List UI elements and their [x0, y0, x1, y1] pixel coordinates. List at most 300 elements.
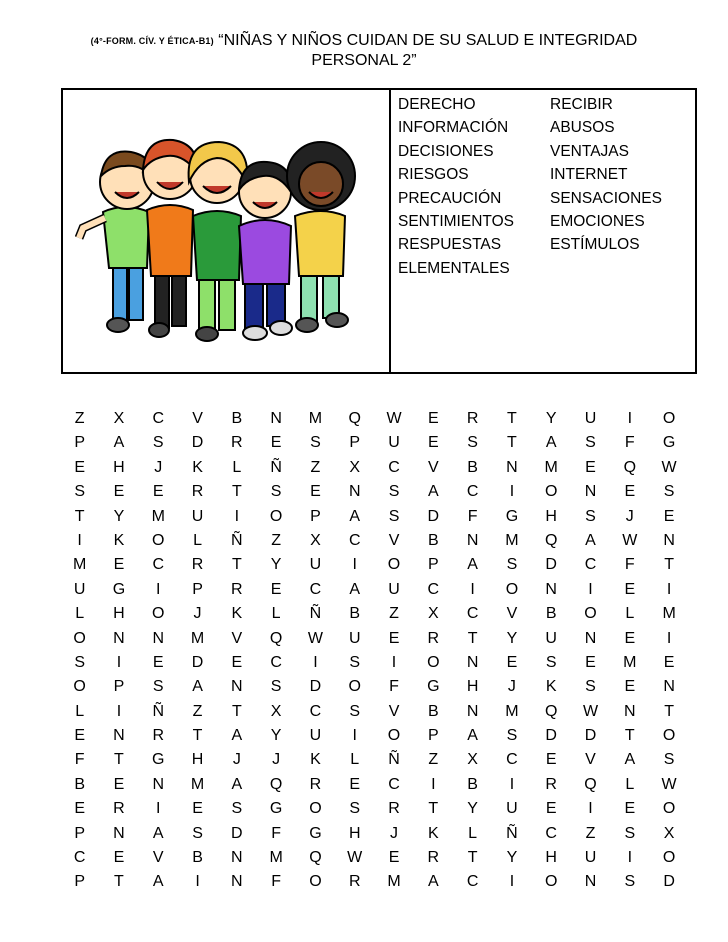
grid-letter[interactable]: S	[74, 653, 85, 671]
grid-letter[interactable]: Z	[74, 410, 85, 427]
grid-letter[interactable]: I	[588, 580, 593, 598]
grid-letter[interactable]: E	[427, 410, 439, 427]
grid-letter[interactable]: X	[113, 410, 125, 427]
grid-letter[interactable]: U	[73, 580, 86, 598]
grid-letter[interactable]: A	[545, 434, 557, 452]
grid-letter[interactable]: B	[467, 775, 478, 793]
grid-letter[interactable]: U	[545, 629, 557, 647]
grid-letter[interactable]: T	[231, 483, 242, 501]
grid-letter[interactable]: M	[623, 653, 637, 671]
grid-letter[interactable]: W	[622, 531, 638, 549]
grid-letter[interactable]: B	[349, 605, 361, 623]
grid-letter[interactable]: N	[348, 483, 361, 501]
grid-letter[interactable]: I	[116, 702, 122, 720]
grid-letter[interactable]: V	[388, 531, 400, 549]
grid-letter[interactable]: P	[427, 556, 439, 574]
grid-letter[interactable]: G	[662, 434, 676, 452]
grid-letter[interactable]: U	[388, 434, 400, 452]
grid-letter[interactable]: Z	[192, 702, 203, 720]
grid-letter[interactable]: R	[466, 410, 479, 427]
grid-letter[interactable]: K	[427, 824, 439, 842]
grid-letter[interactable]: I	[509, 775, 515, 793]
grid-letter[interactable]: P	[74, 873, 85, 891]
grid-letter[interactable]: Z	[310, 458, 321, 476]
grid-letter[interactable]: F	[624, 556, 635, 574]
grid-letter[interactable]: U	[348, 629, 361, 647]
grid-letter[interactable]: J	[193, 605, 202, 623]
grid-letter[interactable]: M	[387, 873, 401, 891]
grid-letter[interactable]: S	[467, 434, 478, 452]
grid-letter[interactable]: B	[231, 410, 243, 427]
grid-letter[interactable]: K	[192, 458, 203, 476]
grid-letter[interactable]: E	[113, 483, 125, 501]
grid-letter[interactable]: A	[585, 531, 596, 549]
grid-letter[interactable]: E	[545, 800, 557, 818]
grid-letter[interactable]: C	[388, 458, 400, 476]
grid-letter[interactable]: B	[192, 849, 203, 867]
grid-letter[interactable]: Z	[271, 531, 282, 549]
grid-letter[interactable]: S	[192, 824, 203, 842]
grid-letter[interactable]: Y	[467, 800, 478, 818]
grid-letter[interactable]: V	[388, 702, 400, 720]
grid-letter[interactable]: K	[113, 531, 125, 549]
grid-letter[interactable]: R	[231, 580, 243, 598]
grid-letter[interactable]: O	[544, 873, 558, 891]
grid-letter[interactable]: F	[389, 678, 399, 696]
grid-letter[interactable]: T	[231, 702, 242, 720]
grid-letter[interactable]: Y	[545, 410, 557, 427]
grid-letter[interactable]: V	[506, 605, 518, 623]
grid-letter[interactable]: A	[113, 434, 125, 452]
grid-letter[interactable]: S	[624, 873, 636, 891]
grid-letter[interactable]: S	[663, 483, 675, 501]
grid-letter[interactable]: N	[466, 653, 479, 671]
grid-letter[interactable]: F	[271, 824, 282, 842]
grid-letter[interactable]: S	[231, 800, 243, 818]
grid-letter[interactable]: X	[310, 531, 321, 549]
grid-letter[interactable]: N	[584, 873, 597, 891]
grid-letter[interactable]: R	[309, 775, 322, 793]
grid-letter[interactable]: S	[270, 678, 282, 696]
grid-letter[interactable]: O	[662, 410, 676, 427]
grid-letter[interactable]: C	[309, 580, 322, 598]
grid-letter[interactable]: N	[584, 483, 597, 501]
grid-letter[interactable]: E	[270, 434, 282, 452]
grid-letter[interactable]: Q	[544, 702, 558, 720]
grid-letter[interactable]: I	[431, 775, 436, 793]
grid-letter[interactable]: N	[113, 824, 125, 842]
grid-letter[interactable]: A	[427, 873, 439, 891]
grid-letter[interactable]: E	[624, 580, 636, 598]
grid-letter[interactable]: I	[509, 483, 515, 501]
grid-letter[interactable]: K	[310, 751, 321, 769]
grid-letter[interactable]: U	[191, 507, 204, 525]
grid-letter[interactable]: W	[582, 702, 599, 720]
grid-letter[interactable]: R	[191, 483, 204, 501]
grid-letter[interactable]: S	[270, 483, 282, 501]
grid-letter[interactable]: P	[427, 727, 439, 745]
grid-letter[interactable]: C	[545, 824, 557, 842]
grid-letter[interactable]: Z	[389, 605, 399, 623]
grid-letter[interactable]: D	[584, 727, 597, 745]
grid-letter[interactable]: A	[624, 751, 636, 769]
grid-letter[interactable]: R	[427, 849, 440, 867]
grid-letter[interactable]: F	[74, 751, 85, 769]
grid-letter[interactable]: V	[152, 849, 164, 867]
grid-letter[interactable]: B	[545, 605, 557, 623]
grid-letter[interactable]: V	[427, 458, 439, 476]
grid-letter[interactable]: M	[190, 775, 205, 793]
grid-letter[interactable]: Z	[585, 824, 596, 842]
grid-letter[interactable]: S	[349, 653, 361, 671]
grid-letter[interactable]: T	[114, 751, 124, 769]
grid-letter[interactable]: R	[191, 556, 204, 574]
grid-letter[interactable]: I	[509, 873, 515, 891]
grid-letter[interactable]: C	[466, 873, 479, 891]
grid-letter[interactable]: X	[349, 458, 361, 476]
grid-letter[interactable]: I	[627, 849, 633, 867]
grid-letter[interactable]: W	[307, 629, 323, 647]
grid-letter[interactable]: E	[388, 629, 400, 647]
grid-letter[interactable]: Y	[113, 507, 125, 525]
grid-letter[interactable]: O	[662, 800, 676, 818]
grid-letter[interactable]: A	[231, 775, 243, 793]
grid-letter[interactable]: L	[193, 531, 202, 549]
grid-letter[interactable]: N	[231, 873, 243, 891]
grid-letter[interactable]: L	[350, 751, 360, 769]
grid-letter[interactable]: V	[192, 410, 203, 427]
grid-letter[interactable]: R	[427, 629, 440, 647]
grid-letter[interactable]: I	[195, 873, 200, 891]
grid-letter[interactable]: O	[152, 531, 165, 549]
grid-letter[interactable]: R	[152, 727, 165, 745]
grid-letter[interactable]: U	[584, 410, 597, 427]
grid-letter[interactable]: H	[545, 507, 557, 525]
grid-letter[interactable]: M	[190, 629, 205, 647]
grid-letter[interactable]: H	[348, 824, 361, 842]
grid-letter[interactable]: C	[466, 605, 479, 623]
grid-letter[interactable]: S	[585, 507, 596, 525]
grid-letter[interactable]: C	[506, 751, 518, 769]
grid-letter[interactable]: E	[152, 483, 164, 501]
grid-letter[interactable]: A	[467, 727, 478, 745]
grid-letter[interactable]: E	[427, 434, 439, 452]
grid-letter[interactable]: B	[427, 702, 439, 720]
grid-letter[interactable]: S	[585, 434, 596, 452]
grid-letter[interactable]: I	[313, 653, 318, 671]
grid-letter[interactable]: E	[192, 800, 203, 818]
grid-letter[interactable]: T	[74, 507, 85, 525]
grid-letter[interactable]: S	[506, 727, 518, 745]
grid-letter[interactable]: H	[113, 458, 125, 476]
grid-letter[interactable]: L	[625, 605, 635, 623]
grid-letter[interactable]: O	[348, 678, 361, 696]
grid-letter[interactable]: E	[585, 458, 596, 476]
grid-letter[interactable]: Y	[270, 727, 282, 745]
grid-letter[interactable]: J	[507, 678, 516, 696]
grid-letter[interactable]: E	[663, 653, 675, 671]
grid-letter[interactable]: S	[545, 653, 557, 671]
grid-letter[interactable]: Ñ	[152, 702, 165, 720]
grid-letter[interactable]: I	[234, 507, 240, 525]
grid-letter[interactable]: R	[348, 873, 361, 891]
grid-letter[interactable]: I	[352, 556, 357, 574]
grid-letter[interactable]: C	[348, 531, 361, 549]
grid-letter[interactable]: G	[505, 507, 519, 525]
grid-letter[interactable]: E	[113, 849, 125, 867]
grid-letter[interactable]: N	[113, 629, 125, 647]
grid-letter[interactable]: I	[666, 580, 672, 598]
grid-letter[interactable]: M	[308, 410, 323, 427]
grid-letter[interactable]: W	[347, 849, 363, 867]
grid-letter[interactable]: C	[427, 580, 440, 598]
grid-letter[interactable]: E	[74, 727, 85, 745]
grid-letter[interactable]: A	[467, 556, 478, 574]
grid-letter[interactable]: G	[152, 751, 165, 769]
grid-letter[interactable]: M	[544, 458, 558, 476]
grid-letter[interactable]: B	[74, 775, 85, 793]
grid-letter[interactable]: C	[309, 702, 322, 720]
grid-letter[interactable]: K	[545, 678, 557, 696]
grid-letter[interactable]: A	[152, 824, 164, 842]
grid-letter[interactable]: Q	[348, 410, 361, 427]
grid-letter[interactable]: Y	[506, 629, 518, 647]
grid-letter[interactable]: C	[152, 410, 165, 427]
grid-letter[interactable]: T	[664, 556, 674, 574]
grid-letter[interactable]: E	[624, 800, 636, 818]
grid-letter[interactable]: O	[662, 849, 676, 867]
grid-letter[interactable]: S	[663, 751, 675, 769]
grid-letter[interactable]: G	[427, 678, 440, 696]
grid-letter[interactable]: N	[152, 775, 165, 793]
grid-letter[interactable]: H	[545, 849, 557, 867]
grid-letter[interactable]: D	[427, 507, 440, 525]
grid-letter[interactable]: T	[192, 727, 203, 745]
grid-letter[interactable]: X	[467, 751, 478, 769]
grid-letter[interactable]: N	[663, 678, 675, 696]
grid-letter[interactable]: U	[309, 727, 322, 745]
grid-letter[interactable]: N	[231, 678, 243, 696]
grid-letter[interactable]: M	[269, 849, 283, 867]
grid-letter[interactable]: S	[388, 483, 400, 501]
grid-letter[interactable]: V	[585, 751, 596, 769]
grid-letter[interactable]: A	[231, 727, 243, 745]
grid-letter[interactable]: N	[584, 629, 597, 647]
grid-letter[interactable]: O	[544, 483, 558, 501]
grid-letter[interactable]: A	[349, 507, 361, 525]
grid-letter[interactable]: Ñ	[388, 751, 400, 769]
grid-letter[interactable]: O	[427, 653, 440, 671]
grid-letter[interactable]: Q	[269, 629, 283, 647]
grid-letter[interactable]: O	[309, 800, 322, 818]
grid-letter[interactable]: Ñ	[270, 458, 282, 476]
grid-letter[interactable]: L	[468, 824, 478, 842]
grid-letter[interactable]: Ñ	[309, 605, 322, 623]
grid-letter[interactable]: Ñ	[231, 531, 243, 549]
grid-letter[interactable]: A	[427, 483, 439, 501]
grid-letter[interactable]: S	[349, 702, 361, 720]
grid-letter[interactable]: P	[192, 580, 203, 598]
grid-letter[interactable]: E	[506, 653, 518, 671]
grid-letter[interactable]: J	[154, 458, 163, 476]
grid-letter[interactable]: D	[545, 556, 557, 574]
grid-letter[interactable]: U	[309, 556, 322, 574]
grid-letter[interactable]: S	[310, 434, 321, 452]
grid-letter[interactable]: E	[624, 629, 636, 647]
grid-letter[interactable]: J	[272, 751, 281, 769]
grid-letter[interactable]: I	[627, 410, 633, 427]
grid-letter[interactable]: F	[624, 434, 635, 452]
grid-letter[interactable]: E	[152, 653, 164, 671]
grid-letter[interactable]: H	[191, 751, 204, 769]
grid-letter[interactable]: O	[152, 605, 165, 623]
grid-letter[interactable]: L	[625, 775, 635, 793]
grid-letter[interactable]: D	[663, 873, 675, 891]
grid-letter[interactable]: N	[152, 629, 165, 647]
grid-letter[interactable]: S	[74, 483, 85, 501]
grid-letter[interactable]: T	[507, 434, 517, 452]
grid-letter[interactable]: I	[77, 531, 82, 549]
grid-letter[interactable]: N	[270, 410, 282, 427]
grid-letter[interactable]: D	[191, 434, 204, 452]
grid-letter[interactable]: G	[112, 580, 126, 598]
grid-letter[interactable]: B	[467, 458, 478, 476]
grid-letter[interactable]: E	[624, 483, 636, 501]
grid-letter[interactable]: E	[113, 556, 125, 574]
grid-letter[interactable]: A	[349, 580, 361, 598]
grid-letter[interactable]: M	[151, 507, 165, 525]
grid-letter[interactable]: M	[505, 531, 519, 549]
grid-letter[interactable]: L	[271, 605, 281, 623]
grid-letter[interactable]: X	[663, 824, 675, 842]
grid-letter[interactable]: I	[666, 629, 672, 647]
grid-letter[interactable]: L	[75, 702, 85, 720]
grid-letter[interactable]: E	[388, 849, 400, 867]
grid-letter[interactable]: I	[116, 653, 122, 671]
grid-letter[interactable]: P	[74, 824, 85, 842]
grid-letter[interactable]: J	[390, 824, 399, 842]
grid-letter[interactable]: T	[664, 702, 674, 720]
grid-letter[interactable]: O	[584, 605, 597, 623]
grid-letter[interactable]: N	[113, 727, 125, 745]
grid-letter[interactable]: E	[545, 751, 557, 769]
grid-letter[interactable]: O	[387, 556, 401, 574]
grid-letter[interactable]: S	[152, 434, 164, 452]
grid-letter[interactable]: D	[309, 678, 322, 696]
grid-letter[interactable]: E	[310, 483, 321, 501]
grid-letter[interactable]: L	[75, 605, 85, 623]
grid-letter[interactable]: C	[466, 483, 479, 501]
grid-letter[interactable]: G	[269, 800, 283, 818]
grid-letter[interactable]: T	[467, 849, 478, 867]
grid-letter[interactable]: N	[506, 458, 518, 476]
grid-letter[interactable]: N	[466, 531, 479, 549]
grid-letter[interactable]: T	[231, 556, 242, 574]
grid-letter[interactable]: D	[231, 824, 243, 842]
grid-letter[interactable]: U	[584, 849, 597, 867]
grid-letter[interactable]: P	[310, 507, 321, 525]
grid-letter[interactable]: S	[624, 824, 636, 842]
grid-letter[interactable]: R	[113, 800, 125, 818]
grid-letter[interactable]: E	[74, 800, 85, 818]
grid-letter[interactable]: S	[349, 800, 361, 818]
grid-letter[interactable]: J	[625, 507, 634, 525]
grid-letter[interactable]: X	[270, 702, 282, 720]
grid-letter[interactable]: F	[271, 873, 282, 891]
grid-letter[interactable]: Y	[506, 849, 518, 867]
grid-letter[interactable]: Ñ	[506, 824, 518, 842]
grid-letter[interactable]: N	[466, 702, 479, 720]
grid-letter[interactable]: O	[73, 629, 86, 647]
grid-letter[interactable]: B	[427, 531, 439, 549]
grid-letter[interactable]: C	[584, 556, 597, 574]
grid-letter[interactable]: T	[428, 800, 439, 818]
grid-letter[interactable]: M	[505, 702, 519, 720]
grid-letter[interactable]: T	[624, 727, 635, 745]
grid-letter[interactable]: F	[467, 507, 478, 525]
grid-letter[interactable]: E	[113, 775, 125, 793]
grid-letter[interactable]: A	[152, 873, 164, 891]
grid-letter[interactable]: C	[152, 556, 165, 574]
grid-letter[interactable]: Q	[623, 458, 637, 476]
grid-letter[interactable]: P	[113, 678, 125, 696]
grid-letter[interactable]: C	[73, 849, 86, 867]
grid-letter[interactable]: C	[270, 653, 282, 671]
grid-letter[interactable]: E	[624, 678, 636, 696]
grid-letter[interactable]: E	[231, 653, 243, 671]
grid-letter[interactable]: R	[231, 434, 243, 452]
grid-letter[interactable]: O	[73, 678, 86, 696]
grid-letter[interactable]: K	[231, 605, 243, 623]
grid-letter[interactable]: P	[74, 434, 85, 452]
grid-letter[interactable]: V	[231, 629, 243, 647]
grid-letter[interactable]: I	[470, 580, 475, 598]
grid-letter[interactable]: T	[114, 873, 124, 891]
grid-letter[interactable]: Q	[584, 775, 597, 793]
grid-letter[interactable]: Y	[270, 556, 282, 574]
grid-letter[interactable]: E	[74, 458, 85, 476]
grid-letter[interactable]: O	[662, 727, 676, 745]
grid-letter[interactable]: N	[545, 580, 557, 598]
grid-letter[interactable]: Q	[269, 775, 283, 793]
grid-letter[interactable]: W	[661, 458, 677, 476]
grid-letter[interactable]: S	[388, 507, 400, 525]
grid-letter[interactable]: D	[545, 727, 557, 745]
grid-letter[interactable]: M	[72, 556, 87, 574]
grid-letter[interactable]: I	[391, 653, 397, 671]
grid-letter[interactable]: R	[388, 800, 400, 818]
grid-letter[interactable]: S	[585, 678, 596, 696]
grid-letter[interactable]: O	[309, 873, 322, 891]
grid-letter[interactable]: D	[191, 653, 204, 671]
grid-letter[interactable]: M	[662, 605, 676, 623]
grid-letter[interactable]: Z	[428, 751, 439, 769]
grid-letter[interactable]: A	[192, 678, 203, 696]
grid-letter[interactable]: I	[156, 800, 161, 818]
grid-letter[interactable]: W	[661, 775, 677, 793]
grid-letter[interactable]: J	[232, 751, 241, 769]
grid-letter[interactable]: O	[505, 580, 519, 598]
grid-letter[interactable]: S	[506, 556, 518, 574]
grid-letter[interactable]: E	[585, 653, 596, 671]
grid-letter[interactable]: W	[386, 410, 402, 427]
grid-letter[interactable]: S	[152, 678, 164, 696]
grid-letter[interactable]: E	[349, 775, 361, 793]
grid-letter[interactable]: I	[352, 727, 357, 745]
grid-letter[interactable]: I	[588, 800, 593, 818]
grid-letter[interactable]: R	[545, 775, 557, 793]
grid-letter[interactable]: U	[506, 800, 518, 818]
